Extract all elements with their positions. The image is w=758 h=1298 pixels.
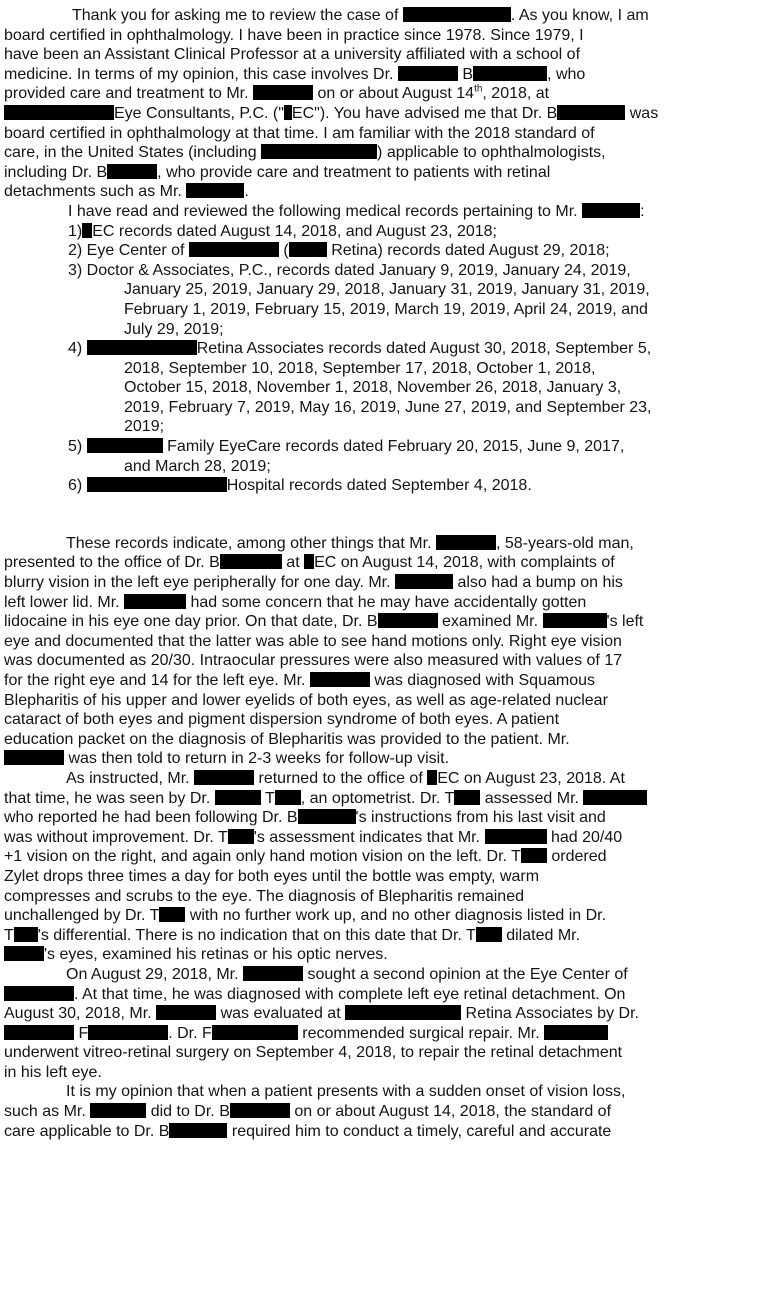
redaction-bar <box>186 183 244 198</box>
redaction-bar <box>82 223 92 238</box>
text-segment: 3) Doctor & Associates, P.C., records dated January 9, 2019, January 24, 2019, <box>68 261 631 279</box>
record-item <box>4 437 752 457</box>
redaction-bar <box>298 809 356 824</box>
record-number: 5) <box>68 438 83 456</box>
text-segment: blurry vision in the left eye peripherally for one day. Mr. <box>4 574 391 592</box>
text-segment: . At that time, he was diagnosed with complete left eye retinal detachment. On <box>74 985 626 1003</box>
text-segment: It is my opinion that when a patient presents with a sudden onset of vision loss, <box>66 1083 626 1101</box>
text-segment: medicine. In terms of my opinion, this case involves Dr. <box>4 65 394 83</box>
text-segment: January 25, 2019, January 29, 2018, January 31, 2019, January 31, 2019, <box>124 281 650 299</box>
redaction-bar <box>310 672 370 687</box>
text-segment: returned to the office of <box>258 769 423 787</box>
text-segment: I have read and reviewed the following medical records pertaining to Mr. <box>68 202 578 220</box>
text-segment: 's differential. There is no indication that on this date that Dr. T <box>37 926 476 944</box>
text-segment: Hospital records dated September 4, 2018. <box>226 477 532 495</box>
text-segment: for the right eye and 14 for the left eye. Mr. <box>4 672 306 689</box>
redaction-bar <box>403 7 511 22</box>
text-segment: . Dr. F <box>168 1024 212 1042</box>
text-segment: +1 vision on the right, and again only hand motion vision on the left. Dr. T <box>4 848 521 866</box>
redaction-bar <box>582 203 640 218</box>
intro-paragraph <box>4 6 752 202</box>
text-segment: February 1, 2019, February 15, 2019, March 19, 2019, April 24, 2019, and <box>124 300 648 318</box>
text-line <box>4 417 752 437</box>
text-segment: and March 28, 2019; <box>124 457 271 475</box>
redaction-bar <box>215 790 261 805</box>
text-segment: assessed Mr. <box>484 789 579 807</box>
findings-paragraph <box>4 534 752 769</box>
text-line <box>4 84 752 104</box>
text-line <box>4 710 752 730</box>
text-segment: provided care and treatment to Mr. <box>4 85 249 103</box>
text-line <box>4 202 752 222</box>
text-line <box>4 945 752 965</box>
redaction-bar <box>427 770 437 785</box>
redaction-bar <box>476 927 502 942</box>
text-segment: left lower lid. Mr. <box>4 593 120 611</box>
text-segment: , 2018, at <box>482 85 550 103</box>
redaction-bar <box>473 66 547 81</box>
redaction-bar <box>454 790 480 805</box>
text-line <box>4 163 752 183</box>
redaction-bar <box>159 907 185 922</box>
redaction-bar <box>261 144 377 159</box>
redaction-bar <box>583 790 647 805</box>
text-segment: Retina Associates by Dr. <box>465 1005 639 1023</box>
redaction-bar <box>275 790 301 805</box>
text-line <box>4 398 752 418</box>
text-line <box>4 104 752 124</box>
text-line <box>4 808 752 828</box>
text-segment: was diagnosed with Squamous <box>374 672 595 689</box>
text-segment: recommended surgical repair. Mr. <box>302 1024 540 1042</box>
text-segment: was evaluated at <box>220 1005 341 1023</box>
text-line <box>4 632 752 652</box>
redaction-bar <box>156 1005 216 1020</box>
text-segment: ( <box>283 242 289 260</box>
text-line <box>4 769 752 789</box>
record-number: 4) <box>68 340 83 358</box>
text-segment: lidocaine in his eye one day prior. On that date, Dr. B <box>4 613 378 631</box>
text-line <box>4 828 752 848</box>
text-line <box>4 612 752 632</box>
redaction-bar <box>304 554 314 569</box>
text-segment: EC"). You have advised me that Dr. B <box>291 104 558 122</box>
text-segment: B <box>462 65 474 83</box>
text-line <box>4 965 752 985</box>
text-line <box>4 1102 752 1122</box>
text-segment: care applicable to Dr. B <box>4 1122 170 1140</box>
redaction-bar <box>169 1123 227 1138</box>
text-line <box>4 280 752 300</box>
text-line <box>4 300 752 320</box>
text-segment: unchallenged by Dr. T <box>4 907 160 925</box>
record-item <box>4 339 752 359</box>
text-segment: such as Mr. <box>4 1103 86 1121</box>
redaction-bar <box>436 535 496 550</box>
text-segment: did to Dr. B <box>150 1103 230 1121</box>
text-segment: was documented as 20/30. Intraocular pressures were also measured with values of 17 <box>4 652 623 670</box>
text-line <box>4 906 752 926</box>
text-segment: sought a second opinion at the Eye Center of <box>307 965 628 983</box>
text-line <box>4 457 752 477</box>
text-segment: , an optometrist. Dr. T <box>300 789 455 807</box>
text-segment: examined Mr. <box>442 613 539 631</box>
text-segment: eye and documented that the latter was able to see hand motions only. Right eye vision <box>4 632 622 650</box>
text-segment: Retina) records dated August 29, 2018; <box>331 242 610 260</box>
text-line <box>4 651 752 671</box>
text-line <box>4 26 752 46</box>
text-line <box>4 124 752 144</box>
text-segment: care, in the United States (including <box>4 144 257 162</box>
text-segment: required him to conduct a timely, careful and accurate <box>231 1122 612 1140</box>
text-line <box>4 182 752 202</box>
text-segment: On August 29, 2018, Mr. <box>66 965 239 983</box>
redaction-bar <box>14 927 38 942</box>
text-segment: F <box>78 1024 89 1042</box>
redaction-bar <box>253 85 313 100</box>
text-line <box>4 847 752 867</box>
text-line <box>4 867 752 887</box>
text-segment: EC on August 14, 2018, with complaints of <box>314 554 615 572</box>
redaction-bar <box>212 1025 298 1040</box>
text-line <box>4 320 752 340</box>
redaction-bar <box>289 242 327 257</box>
text-line <box>4 691 752 711</box>
opinion-paragraph <box>4 1082 752 1141</box>
redaction-bar <box>88 1025 168 1040</box>
text-line <box>4 378 752 398</box>
text-segment: compresses and scrubs to the eye. The diagnosis of Blepharitis remained <box>4 887 524 905</box>
text-line <box>4 749 752 769</box>
text-segment: at <box>286 554 300 572</box>
superscript: th <box>474 84 483 96</box>
followup-paragraph <box>4 769 752 965</box>
text-line <box>4 45 752 65</box>
text-segment: also had a bump on his <box>457 574 623 592</box>
text-segment: have been an Assistant Clinical Professor at a university affiliated with a school of <box>4 46 581 64</box>
text-line <box>4 926 752 946</box>
redaction-bar <box>107 164 157 179</box>
text-segment: July 29, 2019; <box>124 320 224 338</box>
redaction-bar <box>189 242 279 257</box>
redaction-bar <box>395 574 453 589</box>
text-segment: 2018, September 10, 2018, September 17, 2018, October 1, 2018, <box>124 359 596 377</box>
redaction-bar <box>4 946 44 961</box>
text-line <box>4 1082 752 1102</box>
text-segment: Family EyeCare records dated February 20, 2015, June 9, 2017, <box>167 438 625 456</box>
text-segment: who reported he had been following Dr. B <box>4 809 298 827</box>
redaction-bar <box>4 105 114 120</box>
text-segment: , who <box>547 65 586 83</box>
redaction-bar <box>378 613 438 628</box>
redaction-bar <box>90 1103 146 1118</box>
text-segment: Thank you for asking me to review the case of <box>72 7 399 24</box>
text-segment: , who provide care and treatment to patients with retinal <box>157 163 551 181</box>
text-line <box>4 6 752 26</box>
text-line <box>4 534 752 554</box>
text-segment: cataract of both eyes and pigment dispersion syndrome of both eyes. A patient <box>4 711 560 729</box>
text-segment: T <box>264 789 275 807</box>
redaction-bar <box>398 66 458 81</box>
text-segment: 2019, February 7, 2019, May 16, 2019, June 27, 2019, and September 23, <box>124 398 652 416</box>
text-segment: : <box>640 202 645 220</box>
text-segment: that time, he was seen by Dr. <box>4 789 211 807</box>
redaction-bar <box>87 477 227 492</box>
text-segment: 2019; <box>124 418 165 436</box>
text-segment: 's instructions from his last visit and <box>355 809 606 827</box>
redaction-bar <box>87 340 197 355</box>
record-item <box>4 261 752 281</box>
redaction-bar <box>243 966 303 981</box>
records-list <box>4 202 752 496</box>
record-number: 1) <box>68 222 83 240</box>
record-item <box>4 241 752 261</box>
text-line <box>4 573 752 593</box>
text-line <box>4 65 752 85</box>
text-segment: , 58-years-old man, <box>495 534 634 552</box>
text-segment: had some concern that he may have accidentally gotten <box>190 593 587 611</box>
text-line <box>4 730 752 750</box>
text-segment: was <box>629 104 659 122</box>
text-segment: . As you know, I am <box>510 7 649 24</box>
text-segment: Blepharitis of his upper and lower eyelids of both eyes, as well as age-related nuclear <box>4 691 608 709</box>
redaction-bar <box>345 1005 461 1020</box>
second-opinion-paragraph <box>4 965 752 1083</box>
text-segment: Zylet drops three times a day for both eyes until the bottle was empty, warm <box>4 867 540 885</box>
text-line <box>4 789 752 809</box>
redaction-bar <box>544 1025 608 1040</box>
redaction-bar <box>220 554 282 569</box>
redaction-bar <box>87 438 163 453</box>
record-number: 6) <box>68 477 83 495</box>
redaction-bar <box>4 986 74 1001</box>
text-line <box>4 143 752 163</box>
text-line <box>4 359 752 379</box>
redaction-bar <box>124 594 186 609</box>
text-segment: EC records dated August 14, 2018, and August 23, 2018; <box>92 222 497 240</box>
text-line <box>4 887 752 907</box>
text-segment: T <box>4 926 14 944</box>
text-segment: 2) Eye Center of <box>68 242 185 260</box>
text-segment: 's left <box>606 613 644 631</box>
record-item <box>4 222 752 242</box>
text-segment: presented to the office of Dr. B <box>4 554 220 572</box>
text-segment: EC on August 23, 2018. At <box>437 769 625 787</box>
redaction-bar <box>230 1103 290 1118</box>
text-segment: had 20/40 <box>550 828 623 846</box>
text-segment: board certified in ophthalmology. I have been in practice since 1978. Since 1979, I <box>4 26 584 44</box>
text-segment: Eye Consultants, P.C. (" <box>114 104 284 122</box>
redaction-bar <box>284 105 292 120</box>
text-line <box>4 985 752 1005</box>
text-segment: dilated Mr. <box>506 926 581 944</box>
text-segment: was without improvement. Dr. T <box>4 828 228 846</box>
text-line <box>4 1122 752 1142</box>
text-segment: on or about August 14 <box>317 85 475 103</box>
redaction-bar <box>557 105 625 120</box>
text-segment: with no further work up, and no other diagnosis listed in Dr. <box>189 907 607 925</box>
text-segment: Retina Associates records dated August 30, 2018, September 5, <box>196 340 652 358</box>
text-segment: board certified in ophthalmology at that time. I am familiar with the 2018 standard of <box>4 124 595 142</box>
text-line <box>4 1063 752 1083</box>
redaction-bar <box>485 829 547 844</box>
section-gap <box>4 496 752 534</box>
text-line <box>4 1004 752 1024</box>
text-line <box>4 1024 752 1044</box>
redaction-bar <box>4 750 64 765</box>
text-line <box>4 1043 752 1063</box>
text-segment: 's eyes, examined his retinas or his optic nerves. <box>44 946 388 964</box>
text-segment: ordered <box>551 848 607 866</box>
text-segment: in his left eye. <box>4 1063 102 1081</box>
text-segment: As instructed, Mr. <box>66 769 190 787</box>
text-segment: . <box>244 183 249 201</box>
text-segment: 's assessment indicates that Mr. <box>253 828 481 846</box>
text-segment: including Dr. B <box>4 163 108 181</box>
redaction-bar <box>228 829 254 844</box>
text-segment: was then told to return in 2-3 weeks for follow-up visit. <box>68 750 450 768</box>
text-line <box>4 671 752 691</box>
redaction-bar <box>4 1025 74 1040</box>
text-segment: detachments such as Mr. <box>4 183 182 201</box>
text-line <box>4 553 752 573</box>
redaction-bar <box>543 613 607 628</box>
record-item <box>4 476 752 496</box>
text-line <box>4 593 752 613</box>
redaction-bar <box>521 848 547 863</box>
text-segment: underwent vitreo-retinal surgery on September 4, 2018, to repair the retinal detachment <box>4 1044 623 1062</box>
text-segment: on or about August 14, 2018, the standard of <box>294 1103 612 1121</box>
text-segment: ) applicable to ophthalmologists, <box>377 144 606 162</box>
text-segment: October 15, 2018, November 1, 2018, November 26, 2018, January 3, <box>124 379 622 397</box>
redaction-bar <box>194 770 254 785</box>
text-segment: August 30, 2018, Mr. <box>4 1005 152 1023</box>
text-segment: These records indicate, among other things that Mr. <box>66 534 432 552</box>
text-segment: education packet on the diagnosis of Blepharitis was provided to the patient. Mr. <box>4 730 570 748</box>
letter-page <box>4 6 752 1141</box>
